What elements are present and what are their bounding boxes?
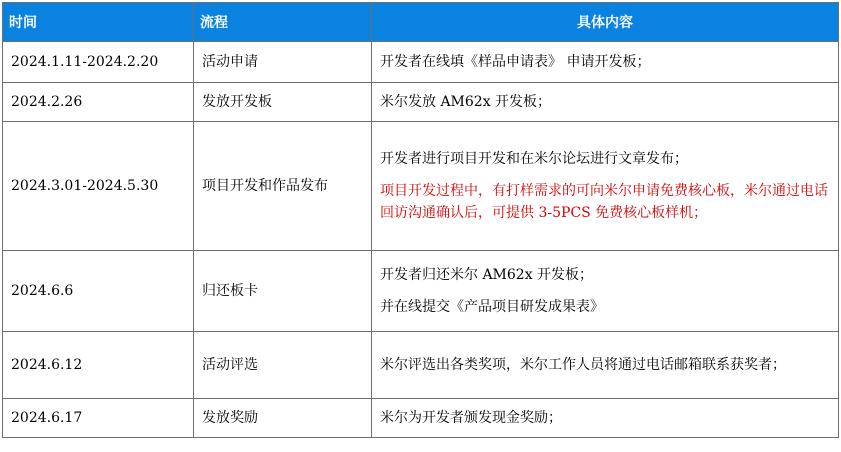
step-cell: 发放奖励 [194, 399, 372, 438]
step-cell: 活动评选 [194, 332, 372, 399]
step-cell: 归还板卡 [194, 251, 372, 332]
content-line: 米尔为开发者颁发现金奖励； [380, 410, 562, 426]
header-details: 具体内容 [372, 3, 839, 42]
date-cell: 2024.2.26 [3, 83, 194, 122]
header-time: 时间 [3, 3, 194, 42]
content-cell [372, 42, 839, 83]
date-cell: 2024.6.17 [3, 399, 194, 438]
highlight-note: 项目开发过程中，有打样需求的可向米尔申请免费核心板，米尔通过电话回访沟通确认后，可提供 3-5PCS 免费核心板样机； [380, 183, 828, 221]
date-cell: 2024.1.11-2024.2.20 [3, 42, 194, 83]
table-row [3, 332, 839, 399]
table-row [3, 399, 839, 438]
content-line: 开发者进行项目开发和在米尔论坛进行文章发布； [380, 151, 688, 167]
content-line: 开发者归还米尔 AM62x 开发板； [380, 267, 594, 283]
content-line: 米尔发放 AM62x 开发板； [380, 94, 552, 110]
step-cell: 发放开发板 [194, 83, 372, 122]
content-line: 米尔评选出各类奖项，米尔工作人员将通过电话邮箱联系获奖者； [380, 357, 786, 373]
content-line: 开发者在线填《样品申请表》 申请开发板； [380, 54, 651, 70]
content-cell [372, 251, 839, 332]
step-cell: 活动申请 [194, 42, 372, 83]
table-row [3, 42, 839, 83]
content-cell [372, 332, 839, 399]
date-cell: 2024.6.6 [3, 251, 194, 332]
header-process: 流程 [194, 3, 372, 42]
content-line: 并在线提交《产品项目研发成果表》 [380, 299, 604, 315]
table-row [3, 122, 839, 251]
date-cell: 2024.6.12 [3, 332, 194, 399]
content-cell [372, 83, 839, 122]
date-cell: 2024.3.01-2024.5.30 [3, 122, 194, 251]
schedule-table [2, 2, 839, 438]
step-cell: 项目开发和作品发布 [194, 122, 372, 251]
table-row [3, 251, 839, 332]
table-row [3, 83, 839, 122]
content-cell [372, 399, 839, 438]
header-row [3, 3, 839, 42]
content-cell [372, 122, 839, 251]
